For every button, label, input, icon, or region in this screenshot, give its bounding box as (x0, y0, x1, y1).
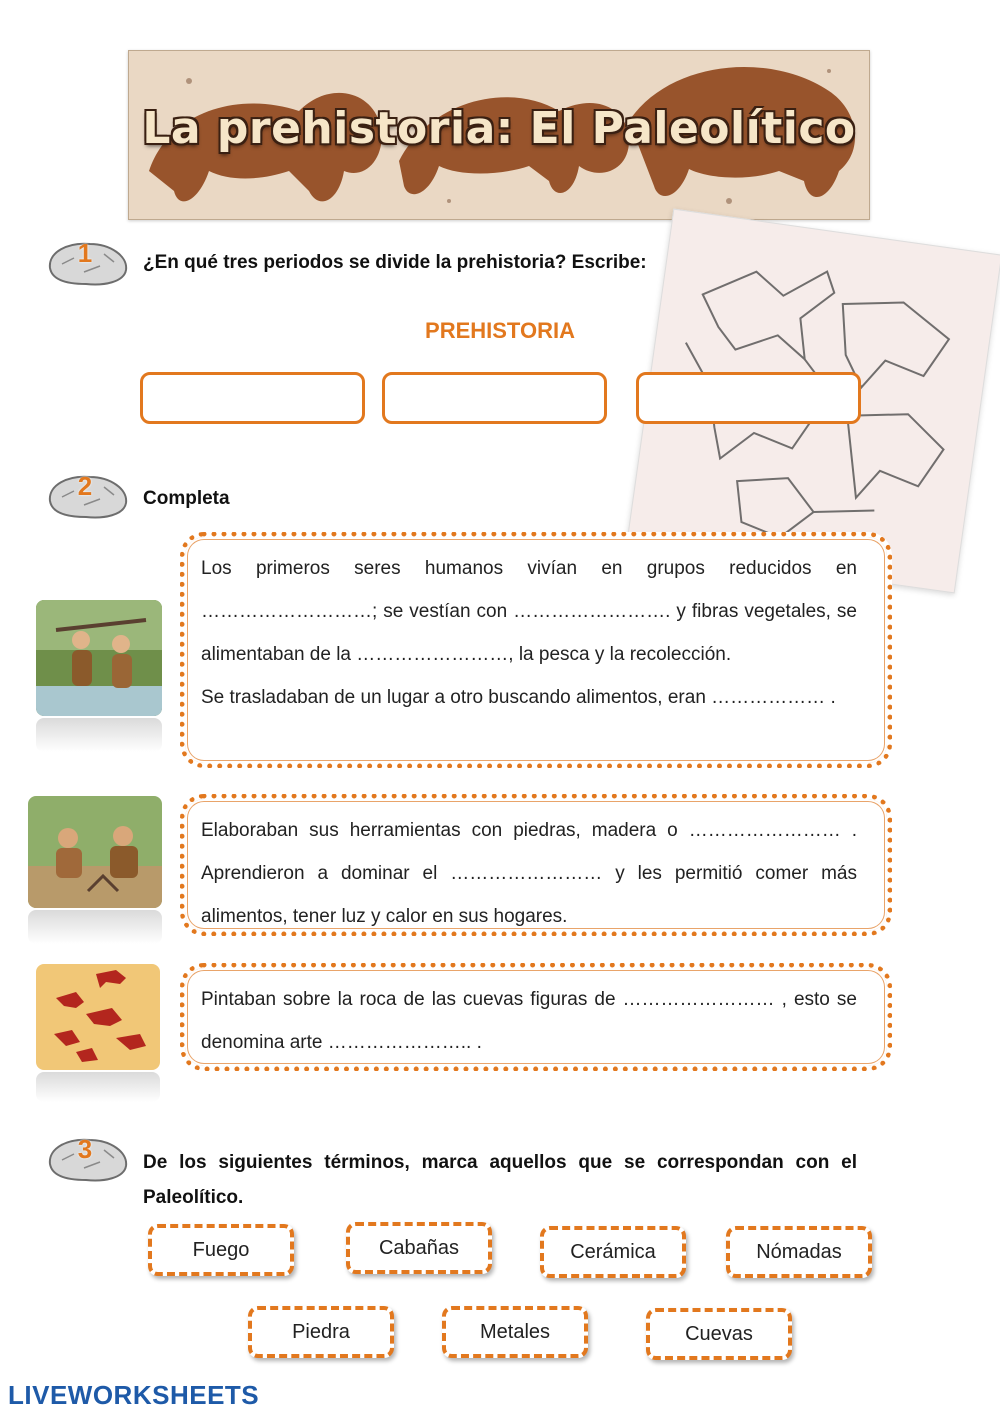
answer-box-3[interactable] (636, 372, 861, 424)
term-chip-cuevas[interactable]: Cuevas (646, 1308, 792, 1360)
term-chip-ceramica[interactable]: Cerámica (540, 1226, 686, 1278)
question-number: 1 (77, 238, 93, 268)
photo-reflection (36, 1072, 160, 1102)
answer-box-1[interactable] (140, 372, 365, 424)
question-1-text: ¿En qué tres periodos se divide la prehistoria? Escribe: (143, 252, 647, 273)
answer-box-2[interactable] (382, 372, 607, 424)
stone-badge-2 (44, 467, 130, 523)
term-chip-nomadas[interactable]: Nómadas (726, 1226, 872, 1278)
term-chip-fuego[interactable]: Fuego (148, 1224, 294, 1276)
page-title: La prehistoria: El Paleolítico (142, 103, 856, 154)
fire-makers-illustration (28, 796, 162, 908)
completion-text-1a: Los primeros seres humanos vivían en grupos reducidos en ………………………; se vestían con ……………………. y fibras vegetales, se alimentaban de la ……………………, la pesca y la recolección. (201, 558, 857, 665)
stone-badge-3 (44, 1130, 130, 1186)
cave-art-image (36, 964, 160, 1070)
hunters-image (36, 600, 162, 716)
completion-box-1[interactable] (180, 532, 892, 768)
photo-reflection (28, 910, 162, 944)
brand-name: LIVEWORKSHEETS (8, 1380, 260, 1410)
stone-badge-1 (44, 234, 130, 290)
completion-text-2: Elaboraban sus herramientas con piedras, madera o …………………… . Aprendieron a dominar el …………………… y les permitió comer más alimentos, tener luz y calor en sus hogares. (201, 820, 857, 927)
completion-box-3[interactable] (180, 963, 892, 1071)
photo-reflection (36, 718, 162, 752)
fire-makers-image (28, 796, 162, 908)
term-chip-piedra[interactable]: Piedra (248, 1306, 394, 1358)
term-chip-metales[interactable]: Metales (442, 1306, 588, 1358)
completion-text-3: Pintaban sobre la roca de las cuevas figuras de …………………… , esto se denomina arte ………………….. . (201, 989, 857, 1053)
hunters-illustration (36, 600, 162, 716)
completion-text-1b: Se trasladaban de un lugar a otro buscando alimentos, eran ……………… . (201, 687, 836, 708)
cave-art-illustration (36, 964, 160, 1070)
term-chip-cabanas[interactable]: Cabañas (346, 1222, 492, 1274)
title-banner (128, 50, 870, 220)
liveworksheets-logo (8, 1380, 259, 1411)
completion-box-2[interactable] (180, 794, 892, 936)
prehistoria-heading: PREHISTORIA (425, 318, 575, 343)
question-2-label: Completa (143, 488, 230, 509)
question-3-text: De los siguientes términos, marca aquellos que se correspondan con el Paleolítico. (143, 1152, 857, 1208)
question-number: 2 (77, 471, 93, 501)
question-number: 3 (77, 1134, 93, 1164)
